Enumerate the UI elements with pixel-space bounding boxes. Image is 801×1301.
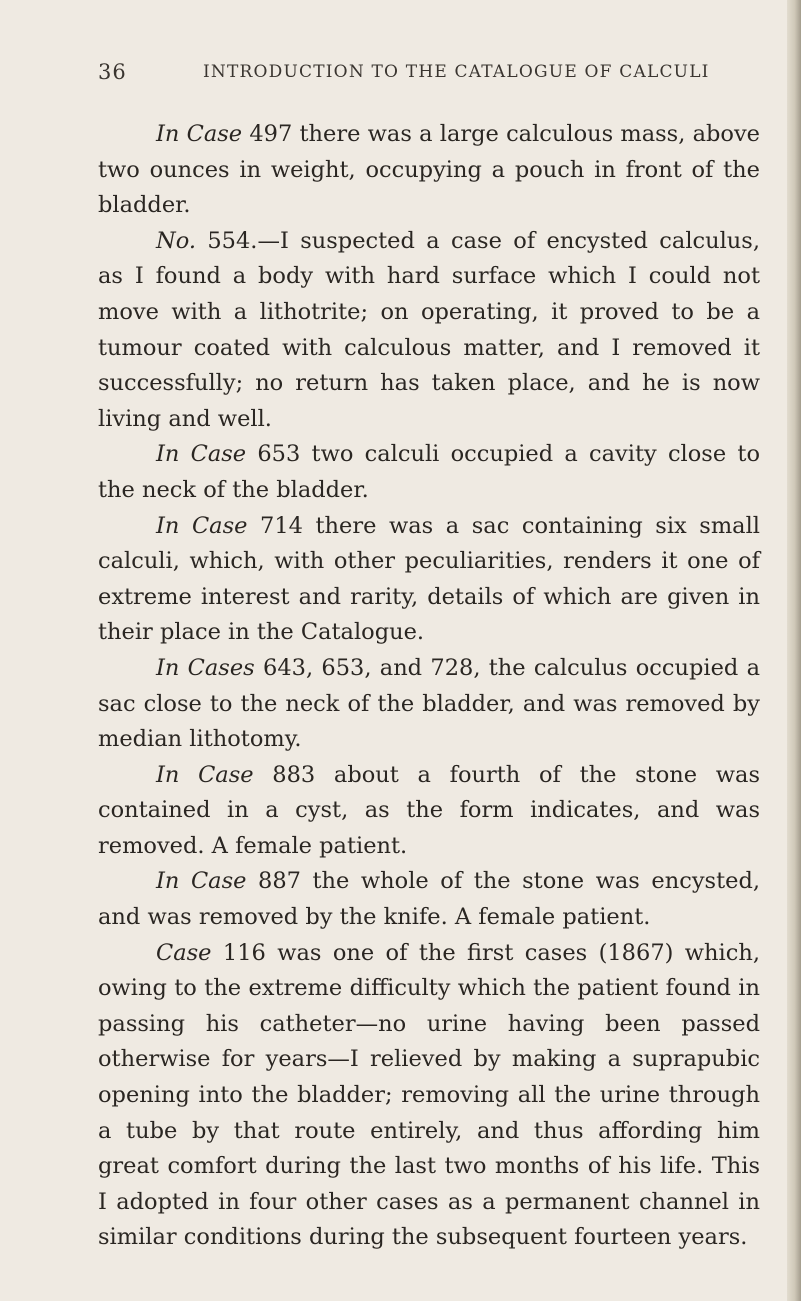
paragraph-case-497 bbox=[98, 117, 760, 224]
paragraph-lead: In Case bbox=[156, 441, 247, 468]
paragraph-case-714 bbox=[98, 509, 760, 651]
paragraph-text: 116 was one of the first cases (1867) which, owing to the extreme difficulty which the patient found in passing his catheter—no urine having been passed otherwise for years—I relieved by making a suprapubic opening into the bladder; removing all the urine through a tube by that route entirely, and thus affording him great comfort during the last two months of his life. This I adopted in four other cases as a permanent channel in similar conditions during the subsequent fourteen years. bbox=[98, 939, 760, 1251]
paragraph-text: 497 there was a large calculous mass, above two ounces in weight, occupying a pouch in front of the bladder. bbox=[98, 121, 760, 219]
body-text bbox=[98, 117, 760, 1256]
running-head bbox=[98, 60, 738, 92]
page-number: 36 bbox=[98, 60, 127, 84]
paragraph-case-887 bbox=[98, 864, 760, 935]
paragraph-case-116 bbox=[98, 936, 760, 1256]
paragraph-text: 887 the whole of the stone was encysted, and was removed by the knife. A female patient. bbox=[98, 868, 760, 931]
running-head-title: INTRODUCTION TO THE CATALOGUE OF CALCULI bbox=[203, 62, 710, 82]
paragraph-case-883 bbox=[98, 758, 760, 865]
paragraph-lead: In Case bbox=[156, 512, 248, 539]
paragraph-text: 653 two calculi occupied a cavity close to the neck of the bladder. bbox=[98, 441, 760, 503]
paragraph-cases-643-653-728 bbox=[98, 651, 760, 758]
paragraph-lead: Case bbox=[156, 939, 212, 966]
paragraph-lead: In Case bbox=[156, 868, 247, 895]
paragraph-case-653 bbox=[98, 437, 760, 508]
paragraph-no-554 bbox=[98, 224, 760, 438]
paragraph-lead: In Cases bbox=[156, 654, 255, 681]
paragraph-lead: No. bbox=[156, 227, 196, 254]
paragraph-text: 643, 653, and 728, the calculus occupied a sac close to the neck of the bladder, and was removed by median lithotomy. bbox=[98, 654, 760, 753]
paragraph-text: 883 about a fourth of the stone was contained in a cyst, as the form indicates, and was removed. A female patient. bbox=[98, 761, 760, 859]
paragraph-lead: In Case bbox=[156, 121, 243, 147]
paragraph-text: 714 there was a sac containing six small calculi, which, with other peculiarities, renders it one of extreme interest and rarity, details of which are given in their place in the Catalogue. bbox=[98, 512, 760, 646]
paragraph-text: 554.—I suspected a case of encysted calculus, as I found a body with hard surface which I could not move with a lithotrite; on operating, it proved to be a tumour coated with calculous matter, and I removed it successfully; no return has taken place, and he is now living and well. bbox=[98, 227, 760, 432]
paragraph-lead: In Case bbox=[156, 761, 254, 788]
